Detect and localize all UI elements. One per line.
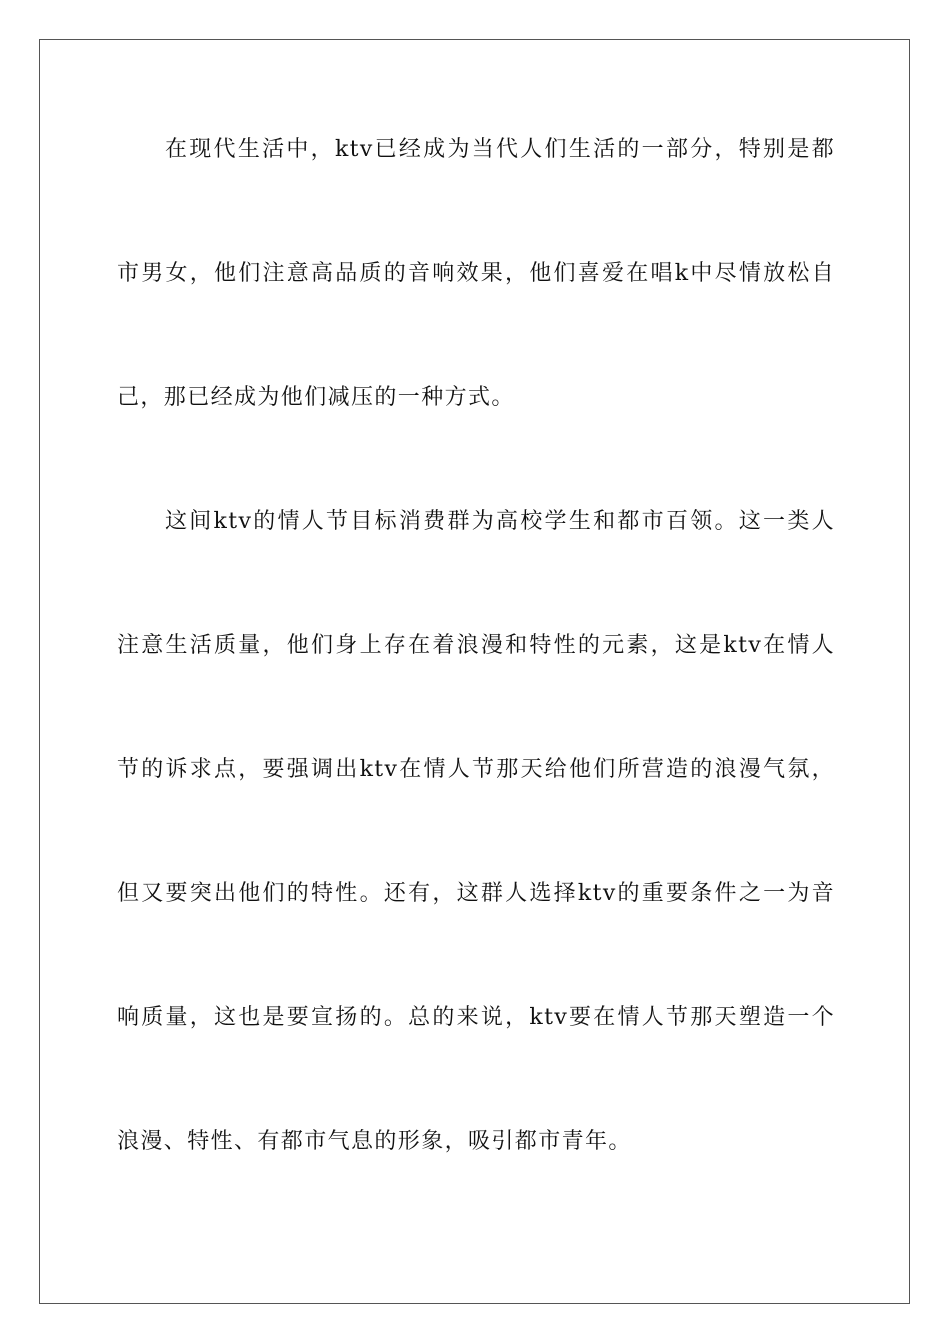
text-line: 浪漫、特性、有都市气息的形象，吸引都市青年。	[117, 1129, 632, 1154]
text-line: 注意生活质量，他们身上存在着浪漫和特性的元素，这是ktv在情人	[117, 633, 835, 658]
text-line: 节的诉求点，要强调出ktv在情人节那天给他们所营造的浪漫气氛，	[117, 757, 835, 782]
text-line: 在现代生活中，ktv已经成为当代人们生活的一部分，特别是都	[165, 137, 835, 162]
text-line: 这间ktv的情人节目标消费群为高校学生和都市百领。这一类人	[165, 509, 835, 534]
text-line: 市男女，他们注意高品质的音响效果，他们喜爱在唱k中尽情放松自	[117, 261, 835, 286]
page-border	[39, 39, 910, 1304]
text-line: 但又要突出他们的特性。还有，这群人选择ktv的重要条件之一为音	[117, 881, 835, 906]
text-line: 响质量，这也是要宣扬的。总的来说，ktv要在情人节那天塑造一个	[117, 1005, 835, 1030]
text-line: 己，那已经成为他们减压的一种方式。	[117, 385, 515, 410]
